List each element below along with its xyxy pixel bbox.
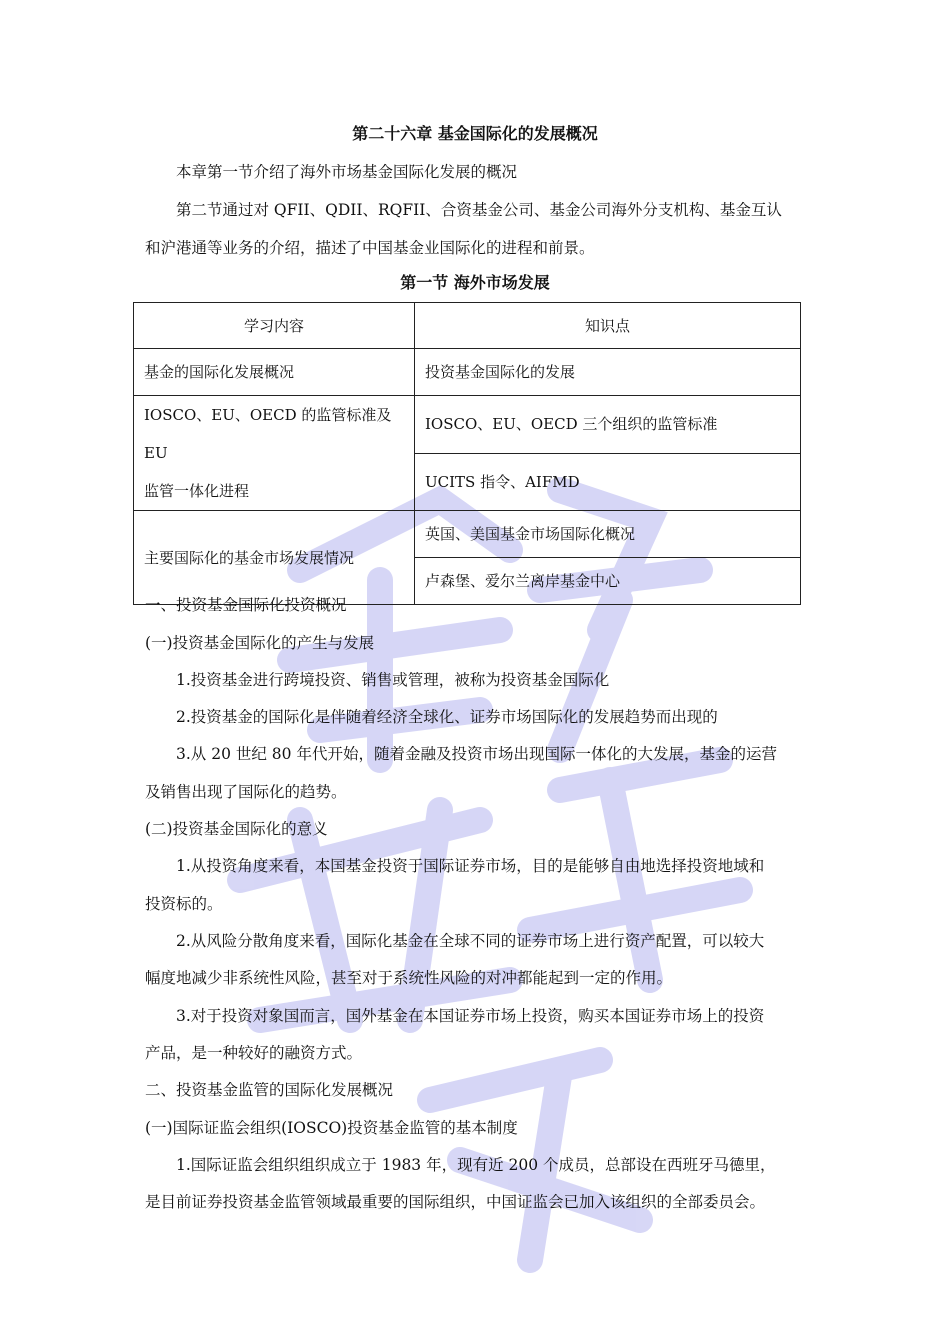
table-cell-line: 监管一体化进程 xyxy=(144,482,250,500)
heading-1: 一、投资基金国际化投资概况 xyxy=(145,596,347,614)
paragraph-line: 3.对于投资对象国而言，国外基金在本国证券市场上投资，购买本国证券市场上的投资 xyxy=(176,1007,765,1025)
heading-2: 二、投资基金监管的国际化发展概况 xyxy=(145,1081,394,1099)
table-cell: 卢森堡、爱尔兰离岸基金中心 xyxy=(415,558,801,605)
paragraph-line: 是目前证券投资基金监管领域最重要的国际组织，中国证监会已加入该组织的全部委员会。 xyxy=(145,1193,766,1211)
paragraph-line: 产品，是一种较好的融资方式。 xyxy=(145,1044,363,1062)
knowledge-table xyxy=(133,302,801,605)
paragraph-line: 及销售出现了国际化的趋势。 xyxy=(145,783,347,801)
table-header-cell: 知识点 xyxy=(415,303,801,349)
subheading: (一)国际证监会组织(IOSCO)投资基金监管的基本制度 xyxy=(145,1119,518,1137)
table-cell xyxy=(134,396,415,511)
paragraph-line: 1.投资基金进行跨境投资、销售或管理，被称为投资基金国际化 xyxy=(176,671,610,689)
table-cell: 投资基金国际化的发展 xyxy=(415,349,801,396)
subheading: (二)投资基金国际化的意义 xyxy=(145,820,328,838)
table-cell: 主要国际化的基金市场发展情况 xyxy=(134,511,415,605)
table-header-row xyxy=(134,303,801,349)
table-cell-line: IOSCO、EU、OECD 的监管标准及 EU xyxy=(144,406,392,462)
table-row xyxy=(134,349,801,396)
table-header-cell: 学习内容 xyxy=(134,303,415,349)
paragraph-line: 2.从风险分散角度来看，国际化基金在全球不同的证券市场上进行资产配置，可以较大 xyxy=(176,932,765,950)
paragraph-line: 3.从 20 世纪 80 年代开始，随着金融及投资市场出现国际一体化的大发展，基金的运营 xyxy=(176,745,777,763)
intro-line-2: 第二节通过对 QFII、QDII、RQFII、合资基金公司、基金公司海外分支机构、基金互认 xyxy=(176,201,782,219)
paragraph-line: 1.从投资角度来看，本国基金投资于国际证券市场，目的是能够自由地选择投资地域和 xyxy=(176,857,765,875)
paragraph-line: 2.投资基金的国际化是伴随着经济全球化、证券市场国际化的发展趋势而出现的 xyxy=(176,708,718,726)
section-title: 第一节 海外市场发展 xyxy=(400,273,550,292)
subheading: (一)投资基金国际化的产生与发展 xyxy=(145,634,375,652)
table-cell: 基金的国际化发展概况 xyxy=(134,349,415,396)
table-row xyxy=(134,511,801,558)
paragraph-line: 投资标的。 xyxy=(145,895,223,913)
table-cell: IOSCO、EU、OECD 三个组织的监管标准 xyxy=(415,396,801,454)
intro-line-3: 和沪港通等业务的介绍，描述了中国基金业国际化的进程和前景。 xyxy=(145,239,595,257)
table-row xyxy=(134,396,801,454)
intro-line-1: 本章第一节介绍了海外市场基金国际化发展的概况 xyxy=(176,163,518,181)
table-cell: 英国、美国基金市场国际化概况 xyxy=(415,511,801,558)
chapter-title: 第二十六章 基金国际化的发展概况 xyxy=(352,124,598,143)
paragraph-line: 幅度地减少非系统性风险，甚至对于系统性风险的对冲都能起到一定的作用。 xyxy=(145,969,673,987)
paragraph-line: 1.国际证监会组织组织成立于 1983 年，现有近 200 个成员，总部设在西班牙马德里， xyxy=(176,1156,776,1174)
table-cell: UCITS 指令、AIFMD xyxy=(415,453,801,511)
